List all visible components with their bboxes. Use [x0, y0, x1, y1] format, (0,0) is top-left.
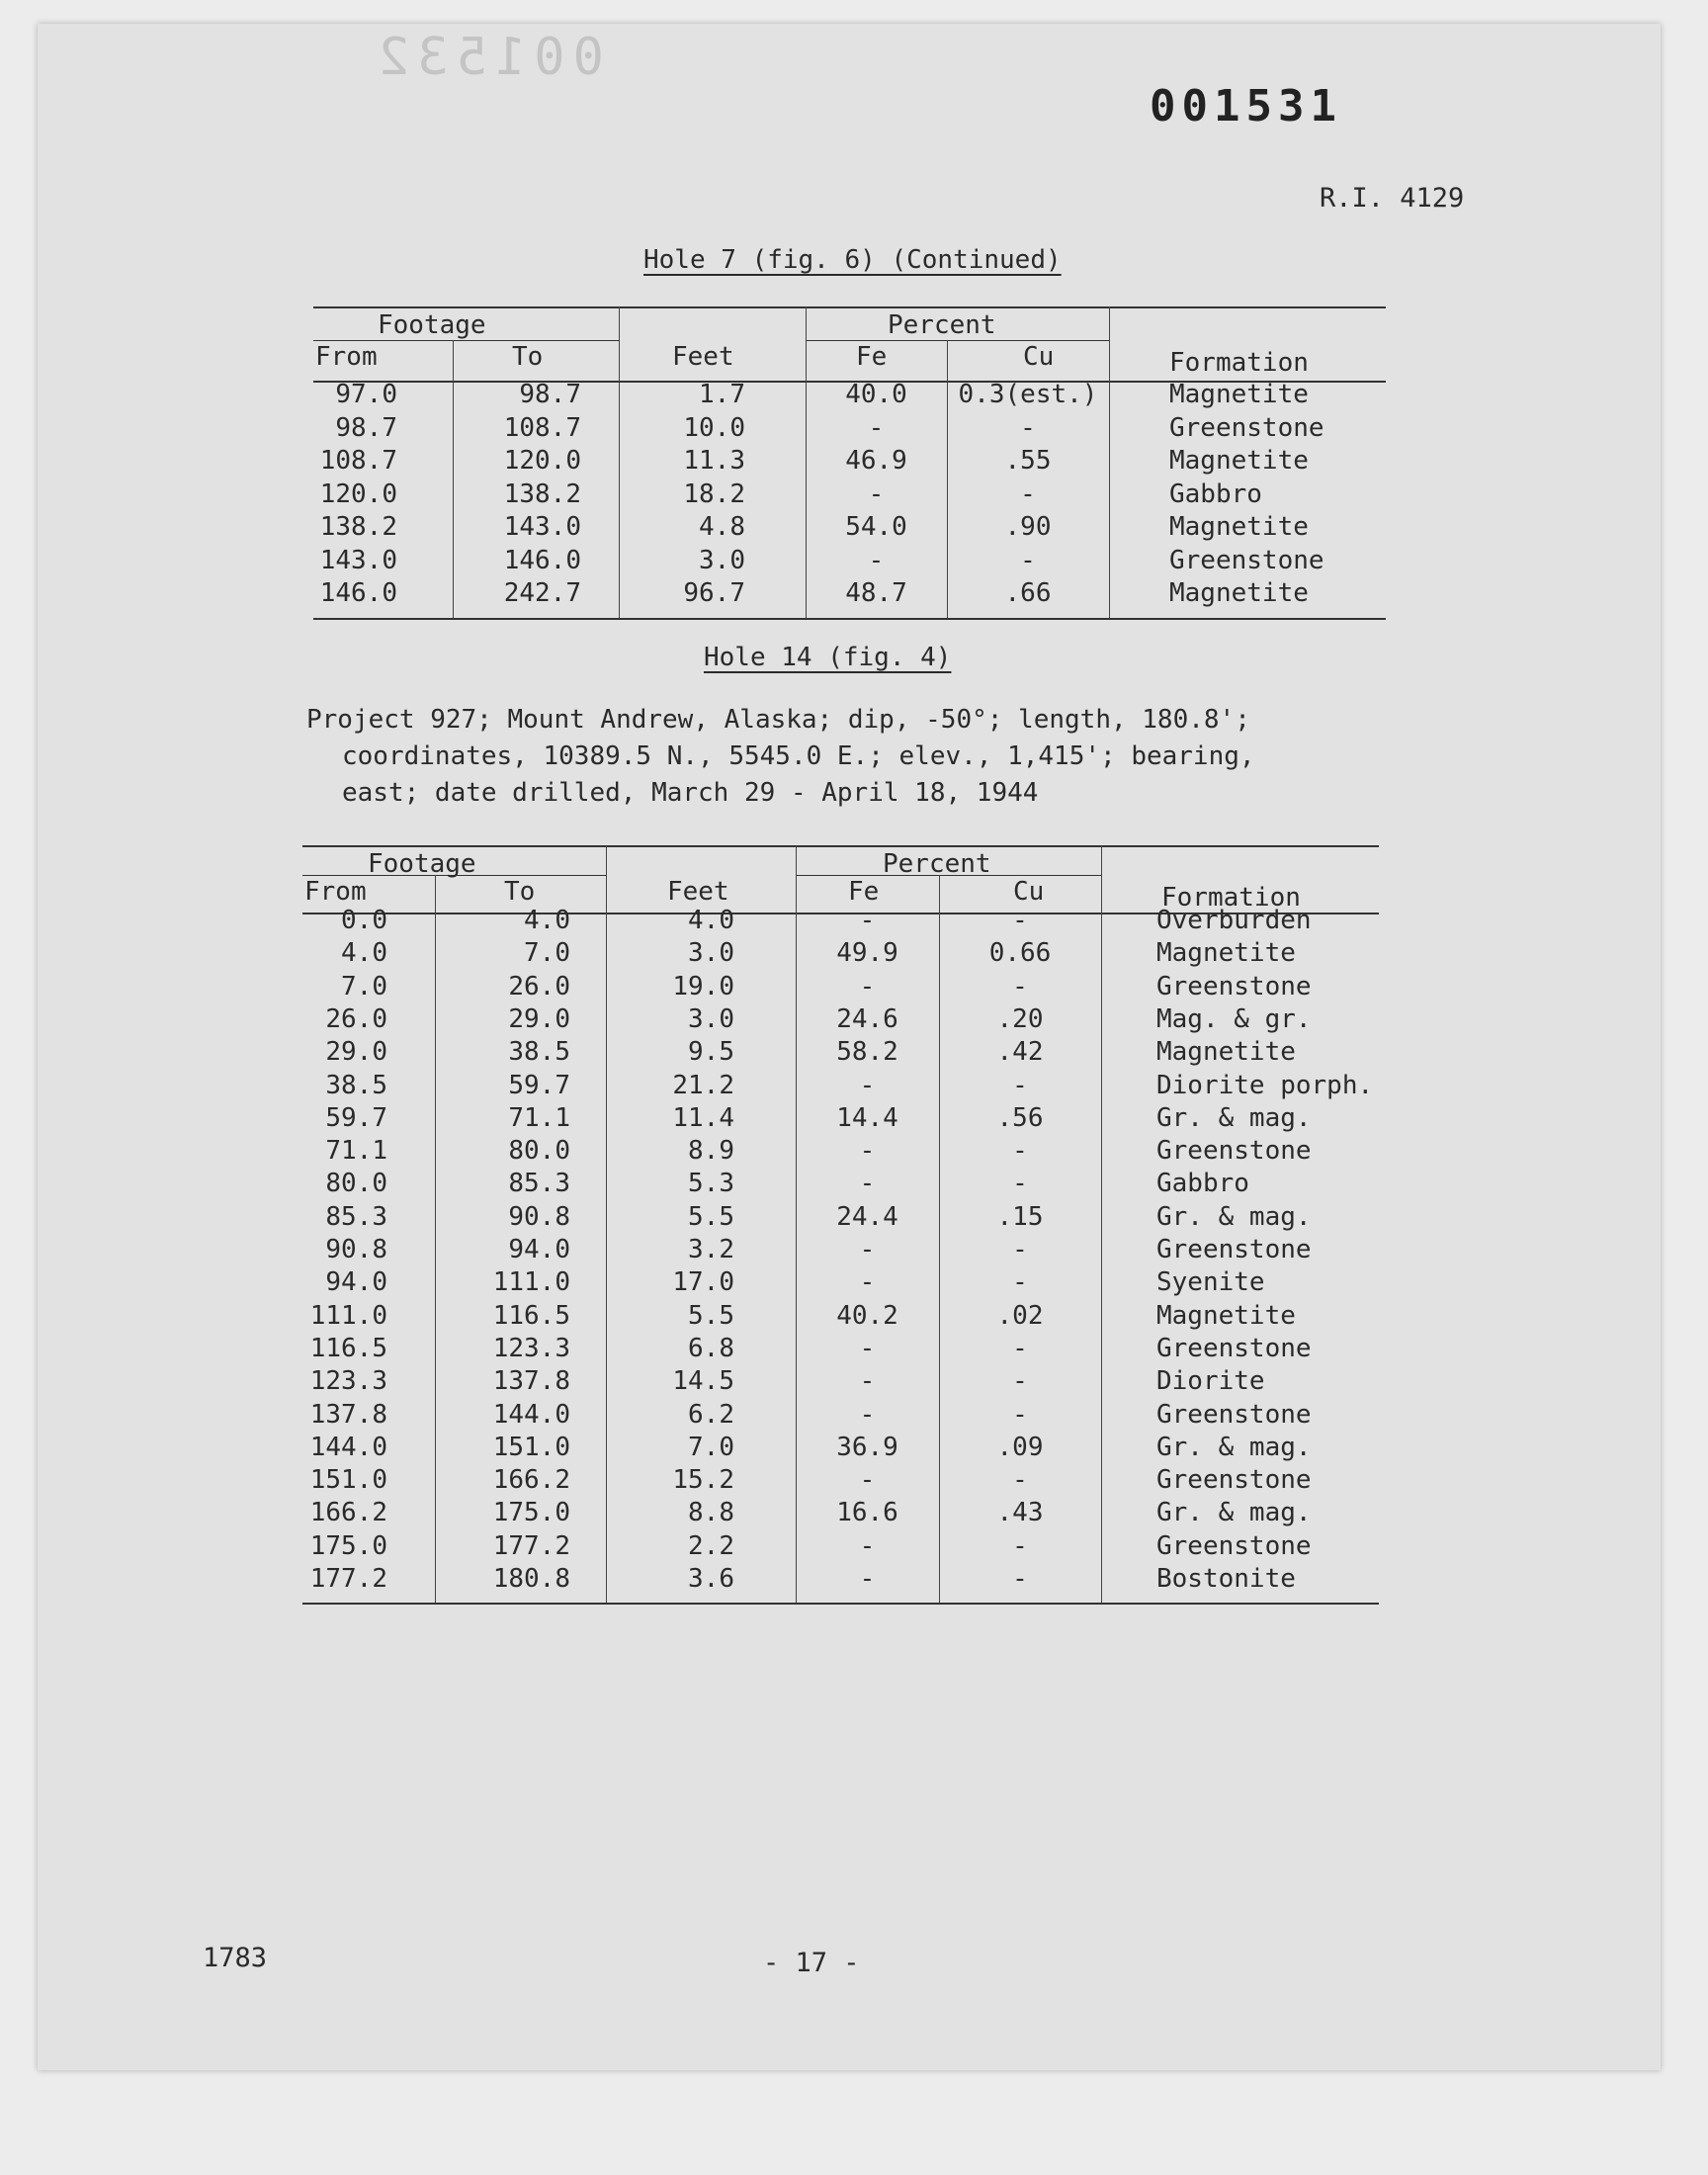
cell-from: 29.0 [325, 1037, 387, 1068]
report-id: R.I. 4129 [1320, 183, 1465, 214]
cell-cu: .66 [1004, 578, 1052, 608]
cell-fe: 46.9 [845, 446, 907, 476]
cell-cu: 0.3(est.) [958, 380, 1098, 409]
cell-cu: - [1012, 1235, 1028, 1264]
cell-feet: 10.0 [683, 412, 745, 443]
cell-formation: Gr. & mag. [1156, 1498, 1312, 1528]
cell-cu: .02 [996, 1300, 1044, 1331]
cell-fe: 58.2 [836, 1037, 898, 1068]
cell-from: 7.0 [341, 971, 387, 1001]
cell-from: 38.5 [325, 1070, 387, 1100]
cell-formation: Bostonite [1156, 1564, 1296, 1594]
cell-from: 59.7 [325, 1102, 387, 1133]
cell-formation: Mag. & gr. [1156, 1003, 1312, 1034]
cell-cu: - [1012, 906, 1028, 935]
bleed-through-number: 001532 [371, 28, 604, 87]
cell-formation: Gr. & mag. [1156, 1201, 1312, 1232]
footage-group-rule [313, 340, 619, 341]
cell-feet: 17.0 [672, 1267, 734, 1298]
cell-to: 71.1 [508, 1102, 570, 1133]
cell-to: 144.0 [492, 1399, 570, 1430]
cell-from: 4.0 [341, 938, 387, 969]
header-formation: Formation [1169, 348, 1309, 378]
cell-cu: - [1012, 1333, 1028, 1363]
cell-from: 177.2 [309, 1564, 387, 1594]
percent-formation-divider [1109, 306, 1110, 618]
cell-feet: 6.8 [688, 1333, 734, 1363]
header-to: To [512, 342, 544, 372]
cell-fe: - [859, 1136, 876, 1167]
cell-feet: 7.0 [688, 1432, 734, 1462]
cell-from: 80.0 [325, 1169, 387, 1199]
cell-fe: 36.9 [836, 1432, 898, 1462]
cell-from: 71.1 [325, 1136, 387, 1167]
header-fe: Fe [856, 342, 888, 372]
cell-feet: 21.2 [672, 1070, 734, 1100]
cell-cu: - [1020, 412, 1036, 443]
cell-feet: 14.5 [672, 1366, 734, 1397]
cell-from: 143.0 [319, 545, 397, 575]
project-line-1: Project 927; Mount Andrew, Alaska; dip, -50°; length, 180.8'; [306, 705, 1250, 735]
cell-to: 38.5 [508, 1037, 570, 1068]
cell-fe: - [859, 1070, 876, 1100]
cell-cu: - [1012, 1399, 1028, 1430]
cell-feet: 1.7 [699, 380, 745, 409]
cell-fe: 24.6 [836, 1003, 898, 1034]
cell-formation: Syenite [1156, 1267, 1265, 1298]
cell-to: 59.7 [508, 1070, 570, 1100]
cell-to: 137.8 [492, 1366, 570, 1397]
cell-from: 26.0 [325, 1003, 387, 1034]
cell-to: 143.0 [503, 512, 581, 542]
cell-to: 242.7 [503, 578, 581, 608]
cell-fe: 40.2 [836, 1300, 898, 1331]
hole14-project-description [306, 702, 1255, 812]
cell-feet: 15.2 [672, 1465, 734, 1496]
cell-from: 98.7 [335, 412, 397, 443]
cell-cu: - [1012, 1267, 1028, 1298]
cell-formation: Greenstone [1169, 545, 1324, 575]
cell-feet: 3.0 [688, 1003, 734, 1034]
cell-from: 120.0 [319, 478, 397, 509]
cell-fe: 54.0 [845, 512, 907, 542]
hole7-title: Hole 7 (fig. 6) (Continued) [643, 245, 1062, 275]
cell-feet: 18.2 [683, 478, 745, 509]
cell-from: 94.0 [325, 1267, 387, 1298]
cell-to: 7.0 [524, 938, 570, 969]
cell-to: 98.7 [519, 380, 581, 409]
cell-formation: Magnetite [1156, 1037, 1296, 1068]
cell-to: 123.3 [492, 1333, 570, 1363]
page-number: - 17 - [763, 1948, 860, 1978]
cell-formation: Gabbro [1156, 1169, 1249, 1199]
cell-fe: 24.4 [836, 1201, 898, 1232]
cell-fe: 40.0 [845, 380, 907, 409]
cell-from: 116.5 [309, 1333, 387, 1363]
cell-from: 85.3 [325, 1201, 387, 1232]
cell-formation: Magnetite [1169, 446, 1309, 476]
cell-from: 108.7 [319, 446, 397, 476]
header-footage: Footage [368, 849, 476, 879]
cell-to: 166.2 [492, 1465, 570, 1496]
cell-to: 29.0 [508, 1003, 570, 1034]
cell-feet: 3.0 [699, 545, 745, 575]
cell-cu: .56 [996, 1102, 1044, 1133]
cell-cu: - [1012, 1169, 1028, 1199]
cell-to: 108.7 [503, 412, 581, 443]
cell-from: 97.0 [335, 380, 397, 409]
cell-feet: 2.2 [688, 1530, 734, 1561]
cell-feet: 11.3 [683, 446, 745, 476]
cell-from: 111.0 [309, 1300, 387, 1331]
cell-to: 146.0 [503, 545, 581, 575]
cell-fe: 14.4 [836, 1102, 898, 1133]
cell-feet: 3.2 [688, 1235, 734, 1264]
cell-feet: 4.0 [688, 906, 734, 935]
cell-fe: - [859, 1366, 876, 1397]
cell-feet: 3.6 [688, 1564, 734, 1594]
cell-fe: - [859, 1564, 876, 1594]
cell-formation: Overburden [1156, 906, 1312, 935]
cell-cu: - [1012, 1070, 1028, 1100]
cell-cu: .55 [1004, 446, 1052, 476]
cell-feet: 3.0 [688, 938, 734, 969]
cell-from: 146.0 [319, 578, 397, 608]
cell-to: 180.8 [492, 1564, 570, 1594]
cell-from: 90.8 [325, 1235, 387, 1264]
cell-from: 138.2 [319, 512, 397, 542]
header-fe: Fe [848, 877, 880, 907]
cell-fe: - [859, 1235, 876, 1264]
cell-feet: 8.9 [688, 1136, 734, 1167]
cell-to: 90.8 [508, 1201, 570, 1232]
cell-formation: Magnetite [1156, 1300, 1296, 1331]
corner-number: 1783 [203, 1943, 268, 1973]
cell-formation: Magnetite [1169, 578, 1309, 608]
header-percent: Percent [888, 310, 996, 340]
cell-to: 26.0 [508, 971, 570, 1001]
table-bottom-rule [313, 618, 1386, 620]
header-cu: Cu [1013, 877, 1045, 907]
percent-formation-divider [1101, 845, 1102, 1603]
cell-formation: Magnetite [1169, 380, 1309, 409]
cell-fe: - [859, 906, 876, 935]
cell-to: 85.3 [508, 1169, 570, 1199]
project-line-3: east; date drilled, March 29 - April 18, 1944 [342, 778, 1039, 808]
cell-feet: 5.3 [688, 1169, 734, 1199]
header-footage: Footage [378, 310, 486, 340]
cell-from: 0.0 [341, 906, 387, 935]
cell-feet: 5.5 [688, 1300, 734, 1331]
cell-from: 123.3 [309, 1366, 387, 1397]
cell-fe: 49.9 [836, 938, 898, 969]
cell-formation: Greenstone [1156, 971, 1312, 1001]
hole14-title: Hole 14 (fig. 4) [704, 643, 952, 672]
cell-fe: - [868, 545, 885, 575]
cell-fe: - [859, 1169, 876, 1199]
header-from: From [304, 877, 367, 907]
cell-to: 4.0 [524, 906, 570, 935]
cell-fe: - [859, 1267, 876, 1298]
cell-cu: .15 [996, 1201, 1044, 1232]
cell-formation: Greenstone [1156, 1235, 1312, 1264]
cell-cu: .42 [996, 1037, 1044, 1068]
cell-cu: - [1020, 478, 1036, 509]
cell-to: 116.5 [492, 1300, 570, 1331]
header-to: To [504, 877, 536, 907]
cell-formation: Gabbro [1169, 478, 1262, 509]
cell-cu: - [1012, 1564, 1028, 1594]
document-number: 001531 [1150, 81, 1342, 131]
cell-to: 177.2 [492, 1530, 570, 1561]
cell-feet: 4.8 [699, 512, 745, 542]
header-feet: Feet [672, 342, 734, 372]
cell-from: 144.0 [309, 1432, 387, 1462]
cell-formation: Gr. & mag. [1156, 1432, 1312, 1462]
cell-to: 120.0 [503, 446, 581, 476]
cell-fe: - [859, 1465, 876, 1496]
cell-cu: - [1012, 1136, 1028, 1167]
cell-formation: Magnetite [1169, 512, 1309, 542]
cell-formation: Greenstone [1156, 1399, 1312, 1430]
cell-fe: - [859, 1530, 876, 1561]
project-line-2: coordinates, 10389.5 N., 5545.0 E.; elev., 1,415'; bearing, [342, 741, 1255, 771]
cell-cu: .20 [996, 1003, 1044, 1034]
cell-formation: Diorite [1156, 1366, 1265, 1397]
cell-fe: 48.7 [845, 578, 907, 608]
cell-cu: - [1012, 1366, 1028, 1397]
cell-formation: Greenstone [1169, 412, 1324, 443]
cell-to: 175.0 [492, 1498, 570, 1528]
cell-from: 166.2 [309, 1498, 387, 1528]
cell-feet: 9.5 [688, 1037, 734, 1068]
cell-from: 175.0 [309, 1530, 387, 1561]
percent-group-rule [806, 340, 1109, 341]
cell-formation: Magnetite [1156, 938, 1296, 969]
cell-cu: 0.66 [988, 938, 1052, 969]
cell-feet: 19.0 [672, 971, 734, 1001]
table-top-rule [313, 306, 1386, 308]
cell-fe: - [868, 478, 885, 509]
cell-fe: - [859, 1333, 876, 1363]
cell-fe: 16.6 [836, 1498, 898, 1528]
cell-cu: .09 [996, 1432, 1044, 1462]
cell-to: 111.0 [492, 1267, 570, 1298]
cell-cu: - [1020, 545, 1036, 575]
header-feet: Feet [667, 877, 729, 907]
cell-feet: 11.4 [672, 1102, 734, 1133]
cell-to: 138.2 [503, 478, 581, 509]
cell-fe: - [859, 1399, 876, 1430]
cell-feet: 8.8 [688, 1498, 734, 1528]
cell-formation: Greenstone [1156, 1333, 1312, 1363]
cell-feet: 5.5 [688, 1201, 734, 1232]
cell-to: 94.0 [508, 1235, 570, 1264]
cell-from: 151.0 [309, 1465, 387, 1496]
cell-formation: Diorite porph. [1156, 1070, 1374, 1100]
cell-formation: Gr. & mag. [1156, 1102, 1312, 1133]
cell-to: 80.0 [508, 1136, 570, 1167]
header-formation: Formation [1161, 883, 1301, 913]
cell-formation: Greenstone [1156, 1530, 1312, 1561]
cell-cu: - [1012, 971, 1028, 1001]
cell-feet: 6.2 [688, 1399, 734, 1430]
table-bottom-rule [302, 1603, 1379, 1605]
cell-fe: - [859, 971, 876, 1001]
cell-from: 137.8 [309, 1399, 387, 1430]
table-top-rule [302, 845, 1379, 847]
header-from: From [315, 342, 378, 372]
cell-cu: .90 [1004, 512, 1052, 542]
cell-cu: - [1012, 1530, 1028, 1561]
header-cu: Cu [1023, 342, 1055, 372]
cell-to: 151.0 [492, 1432, 570, 1462]
cell-formation: Greenstone [1156, 1465, 1312, 1496]
cell-feet: 96.7 [683, 578, 745, 608]
header-percent: Percent [883, 849, 991, 879]
cell-fe: - [868, 412, 885, 443]
cell-formation: Greenstone [1156, 1136, 1312, 1167]
cell-cu: .43 [996, 1498, 1044, 1528]
cell-cu: - [1012, 1465, 1028, 1496]
